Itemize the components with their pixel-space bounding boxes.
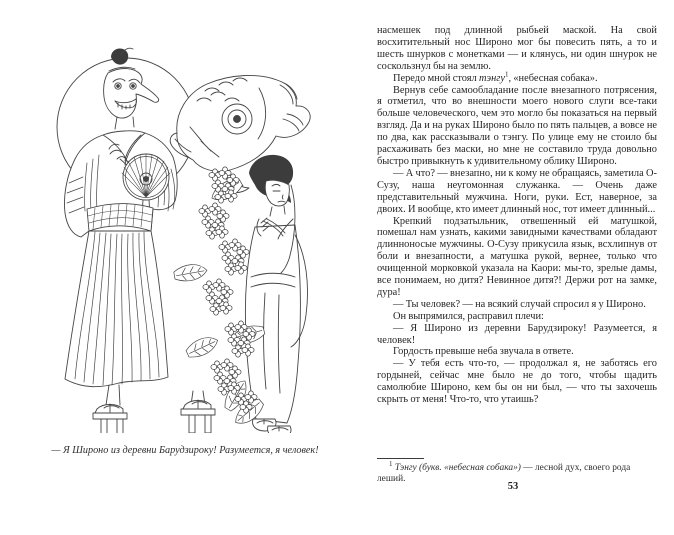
- illustration-caption: — Я Широно из деревни Барудзироку! Разумеется, я человек!: [51, 445, 319, 456]
- striped-kimono: [65, 231, 168, 387]
- text-run: — А что? — внезапно, ни к кому не обращаясь, заметила О-Сузу, наша неугомонная служанка. — Очень даже представительный мужчина. Ноги, руки. Ест, наверное, за двоих. И вообще, кто имеет длинный нос, тот имеет длинный...: [377, 167, 657, 215]
- text-run: — Я Широно из деревни Барудзироку! Разумеется, я человек!: [377, 322, 657, 346]
- text-run: — Ты человек? — на всякий случай спросил я у Широно.: [393, 298, 646, 310]
- paragraph: [377, 299, 657, 311]
- text-run: 1: [504, 70, 509, 79]
- text-run: Он выпрямился, расправил плечи:: [393, 310, 544, 322]
- footnote-divider: [377, 458, 424, 459]
- footnote-marker: 1: [389, 459, 393, 468]
- paragraph: [377, 358, 657, 406]
- paragraph: [377, 25, 657, 73]
- text-run: Тэнгу (букв. «небесная собака»): [394, 463, 521, 473]
- illustration: [25, 13, 345, 437]
- text-run: Вернув себе самообладание после внезапного потрясения, я отметил, что во внешности моего нового слуги все-таки больше человеческого, чем это могло бы показаться на первый взгляд. Да и на руках Широно было по пять пальцев, а вовсе не по два, как рассказывали о тэнгу. По улице ему не стоило бы расхаживать без маски, но мне не составило труда довольно быстро привыкнуть к удивительному облику Широно.: [377, 84, 657, 167]
- paragraph: [377, 311, 657, 323]
- topknot: [111, 48, 128, 64]
- text-run: — лесной дух, своего рода леший.: [377, 463, 631, 484]
- text-run: Гордость превыше неба звучала в ответе.: [393, 346, 574, 358]
- paragraph: [377, 323, 657, 347]
- text-run: насмешек под длинной рыбьей маской. На свой восхитительный нос Широно мог бы повесить пять, а то и шесть шнурков с монетками — и клянусь, ни один шнурок не соскользнул бы на землю.: [377, 25, 657, 72]
- text-run: Передо мной стоял: [393, 72, 480, 84]
- page-number: 53: [507, 481, 519, 492]
- paragraph: [377, 85, 657, 168]
- girl-figure: [245, 155, 307, 433]
- text-run: тэнгу: [479, 72, 505, 84]
- tengu-mask-face: [104, 69, 159, 119]
- paragraph: [377, 168, 657, 216]
- paragraph: [377, 346, 657, 358]
- story-paragraphs: [377, 25, 657, 406]
- paragraph: [377, 70, 657, 85]
- text-run: , «небесная собака».: [508, 72, 598, 84]
- geta-sandals: [93, 400, 215, 433]
- text-run: — У тебя есть что-то, — продолжал я, не заботясь его гордыней, сейчас мне было не до того, чтобы щадить самолюбие Широно, кем бы он ни был, — что ты захочешь скрыть от меня! Что-то, что утаишь?: [377, 358, 657, 406]
- text-run: Крепкий подзатыльник, отвешенный ей матушкой, помешал нам узнать, какими завидными качествами обладают длинноносые мужчины. О-Сузу прикусила язык, всхлипнув от боли и внезапности, а матушка рукой, вернее, только что очищенной морковкой указала на Каори: мы-то, зрелые дамы, все понимаем, но дитя? Невинное дитя?! Держи рот на замке, дура!: [377, 215, 657, 298]
- illustration-drawing: [25, 13, 345, 433]
- paragraph: [377, 216, 657, 299]
